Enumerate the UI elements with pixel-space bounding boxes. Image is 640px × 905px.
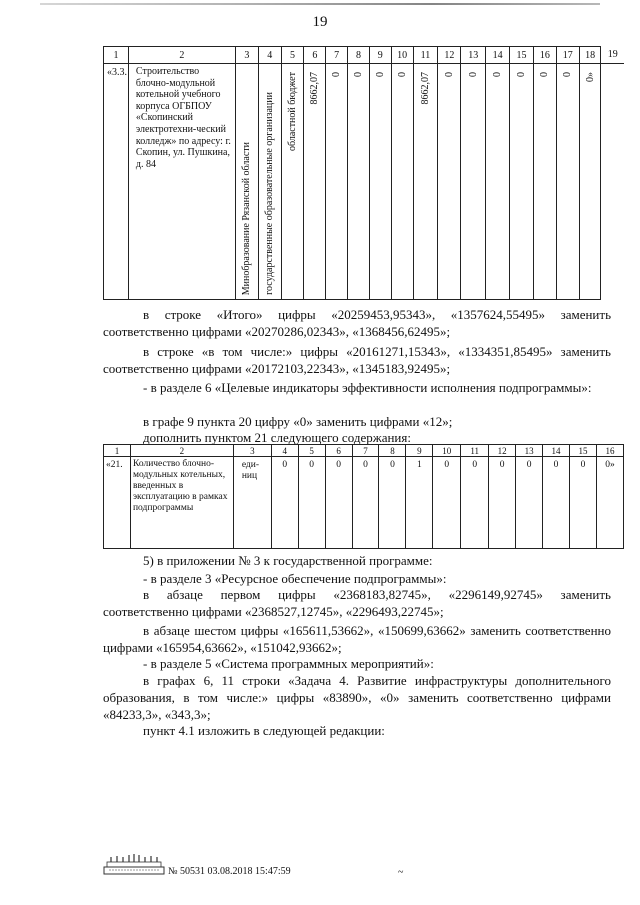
- header-cell: 14: [543, 445, 570, 457]
- funding-source-cell: областной бюджет: [281, 64, 304, 300]
- value-cell: 0: [326, 64, 348, 300]
- paragraph-section-3: - в разделе 3 «Ресурсное обеспечение подпрограммы»:: [143, 571, 447, 586]
- value-cell: 0: [352, 457, 379, 549]
- value-cell: 0: [489, 457, 516, 549]
- value-cell: 0: [379, 457, 406, 549]
- value-cell: 0: [510, 64, 534, 300]
- value-cell: 8662,07: [413, 64, 438, 300]
- header-cell: 6: [304, 47, 326, 64]
- paragraph-grafy-6-11: в графах 6, 11 строки «Задача 4. Развитие инфраструктуры дополнительного образования, в том числе:» цифры «83890», «0» заменить соответственно цифрами «84233,3», «343,3»;: [103, 673, 611, 722]
- value-cell: 0: [325, 457, 352, 549]
- header-cell: 15: [570, 445, 597, 457]
- header-cell: 4: [271, 445, 298, 457]
- header-cell: 12: [489, 445, 516, 457]
- value-cell: 0: [433, 457, 461, 549]
- value-cell: 0: [533, 64, 556, 300]
- registration-footer: № 50531 03.08.2018 15:47:59: [168, 866, 291, 877]
- value-cell: 0: [369, 64, 391, 300]
- value-cell: 0: [516, 457, 543, 549]
- value-cell: [601, 64, 624, 300]
- paragraph-dopolnit: дополнить пунктом 21 следующего содержания:: [143, 430, 411, 445]
- value-cell: 0»: [579, 64, 601, 300]
- scan-mark: ~: [398, 867, 404, 878]
- paragraph-punkt-4-1: пункт 4.1 изложить в следующей редакции:: [143, 723, 385, 738]
- value-cell: 0: [348, 64, 370, 300]
- value-cell: 0: [298, 457, 325, 549]
- header-cell: 9: [369, 47, 391, 64]
- value-cell: 0: [543, 457, 570, 549]
- header-cell: 16: [596, 445, 623, 457]
- paragraph-appendix-3: 5) в приложении № 3 к государственной программе:: [143, 553, 433, 568]
- value-cell: 0: [271, 457, 298, 549]
- page-number: 19: [312, 14, 328, 30]
- header-cell: 18: [579, 47, 601, 64]
- header-cell: 2: [130, 445, 233, 457]
- header-cell: 16: [533, 47, 556, 64]
- header-cell: 1: [104, 47, 129, 64]
- measure-description: Строительство блочно-модульной котельной учебного корпуса ОГБПОУ «Скопинский электротехни-ческий колледж» по адресу: г. Скопин, ул. Пушкина, д. 84: [128, 64, 235, 300]
- header-cell: 13: [516, 445, 543, 457]
- table-row: [104, 457, 624, 549]
- table-subprogram-measures: [103, 46, 624, 300]
- paragraph-section-5: - в разделе 5 «Система программных мероприятий»:: [143, 656, 434, 671]
- header-cell: 5: [281, 47, 304, 64]
- header-cell: 10: [433, 445, 461, 457]
- executor-cell: Минобразование Рязанской области: [235, 64, 258, 300]
- header-cell: 3: [233, 445, 271, 457]
- header-cell: 11: [413, 47, 438, 64]
- header-cell: 6: [325, 445, 352, 457]
- indicator-description: Количество блочно-модульных котельных, введенных в эксплуатацию в рамках подпрограммы: [130, 457, 233, 549]
- header-cell: 8: [348, 47, 370, 64]
- table-target-indicators: [103, 444, 624, 549]
- header-cell: 1: [104, 445, 131, 457]
- header-cell: 19: [601, 47, 624, 64]
- paragraph-abzac-6: в абзаце шестом цифры «165611,53662», «150699,63662» заменить соответственно цифрами «165954,63662», «151042,93662»;: [103, 623, 611, 655]
- header-cell: 10: [391, 47, 413, 64]
- header-cell: 7: [352, 445, 379, 457]
- paragraph-section-6: - в разделе 6 «Целевые индикаторы эффективности исполнения подпрограммы»:: [143, 380, 592, 395]
- value-cell: 1: [406, 457, 433, 549]
- header-cell: 8: [379, 445, 406, 457]
- table-header-row: [104, 445, 624, 457]
- registry-stamp-icon: [103, 853, 165, 875]
- value-cell: 8662,07: [304, 64, 326, 300]
- header-cell: 4: [258, 47, 281, 64]
- value-cell: 0: [486, 64, 510, 300]
- value-cell: 0: [461, 64, 486, 300]
- header-cell: 9: [406, 445, 433, 457]
- table-row: [104, 64, 625, 300]
- paragraph-abzac-1: в абзаце первом цифры «2368183,82745», «2296149,92745» заменить соответственно цифрами «2368527,12745», «2296493,22745»;: [103, 587, 611, 619]
- unit-cell: еди-ниц: [233, 457, 271, 549]
- header-cell: 17: [556, 47, 579, 64]
- value-cell: 0: [461, 457, 489, 549]
- header-cell: 14: [486, 47, 510, 64]
- paragraph-v-tom-chisle: в строке «в том числе:» цифры «20161271,15343», «1334351,85495» заменить соответственно цифрами «20172103,22343», «1345183,92495»;: [103, 344, 611, 376]
- table-header-row: [104, 47, 625, 64]
- header-cell: 7: [326, 47, 348, 64]
- header-cell: 5: [298, 445, 325, 457]
- header-cell: 3: [235, 47, 258, 64]
- header-cell: 12: [438, 47, 461, 64]
- value-cell: 0»: [596, 457, 623, 549]
- value-cell: 0: [438, 64, 461, 300]
- value-cell: 0: [570, 457, 597, 549]
- scan-edge: [40, 3, 600, 5]
- header-cell: 15: [510, 47, 534, 64]
- paragraph-itogo: в строке «Итого» цифры «20259453,95343», «1357624,55495» заменить соответственно цифрами «20270286,02343», «1368456,62495»;: [103, 307, 611, 339]
- header-cell: 11: [461, 445, 489, 457]
- row-number: «21.: [104, 457, 131, 549]
- header-cell: 2: [128, 47, 235, 64]
- row-number: «3.3.: [104, 64, 129, 300]
- value-cell: 0: [556, 64, 579, 300]
- participant-cell: государственные образовательные организации: [258, 64, 281, 300]
- value-cell: 0: [391, 64, 413, 300]
- paragraph-grafa-9: в графе 9 пункта 20 цифру «0» заменить цифрами «12»;: [143, 414, 453, 429]
- header-cell: 13: [461, 47, 486, 64]
